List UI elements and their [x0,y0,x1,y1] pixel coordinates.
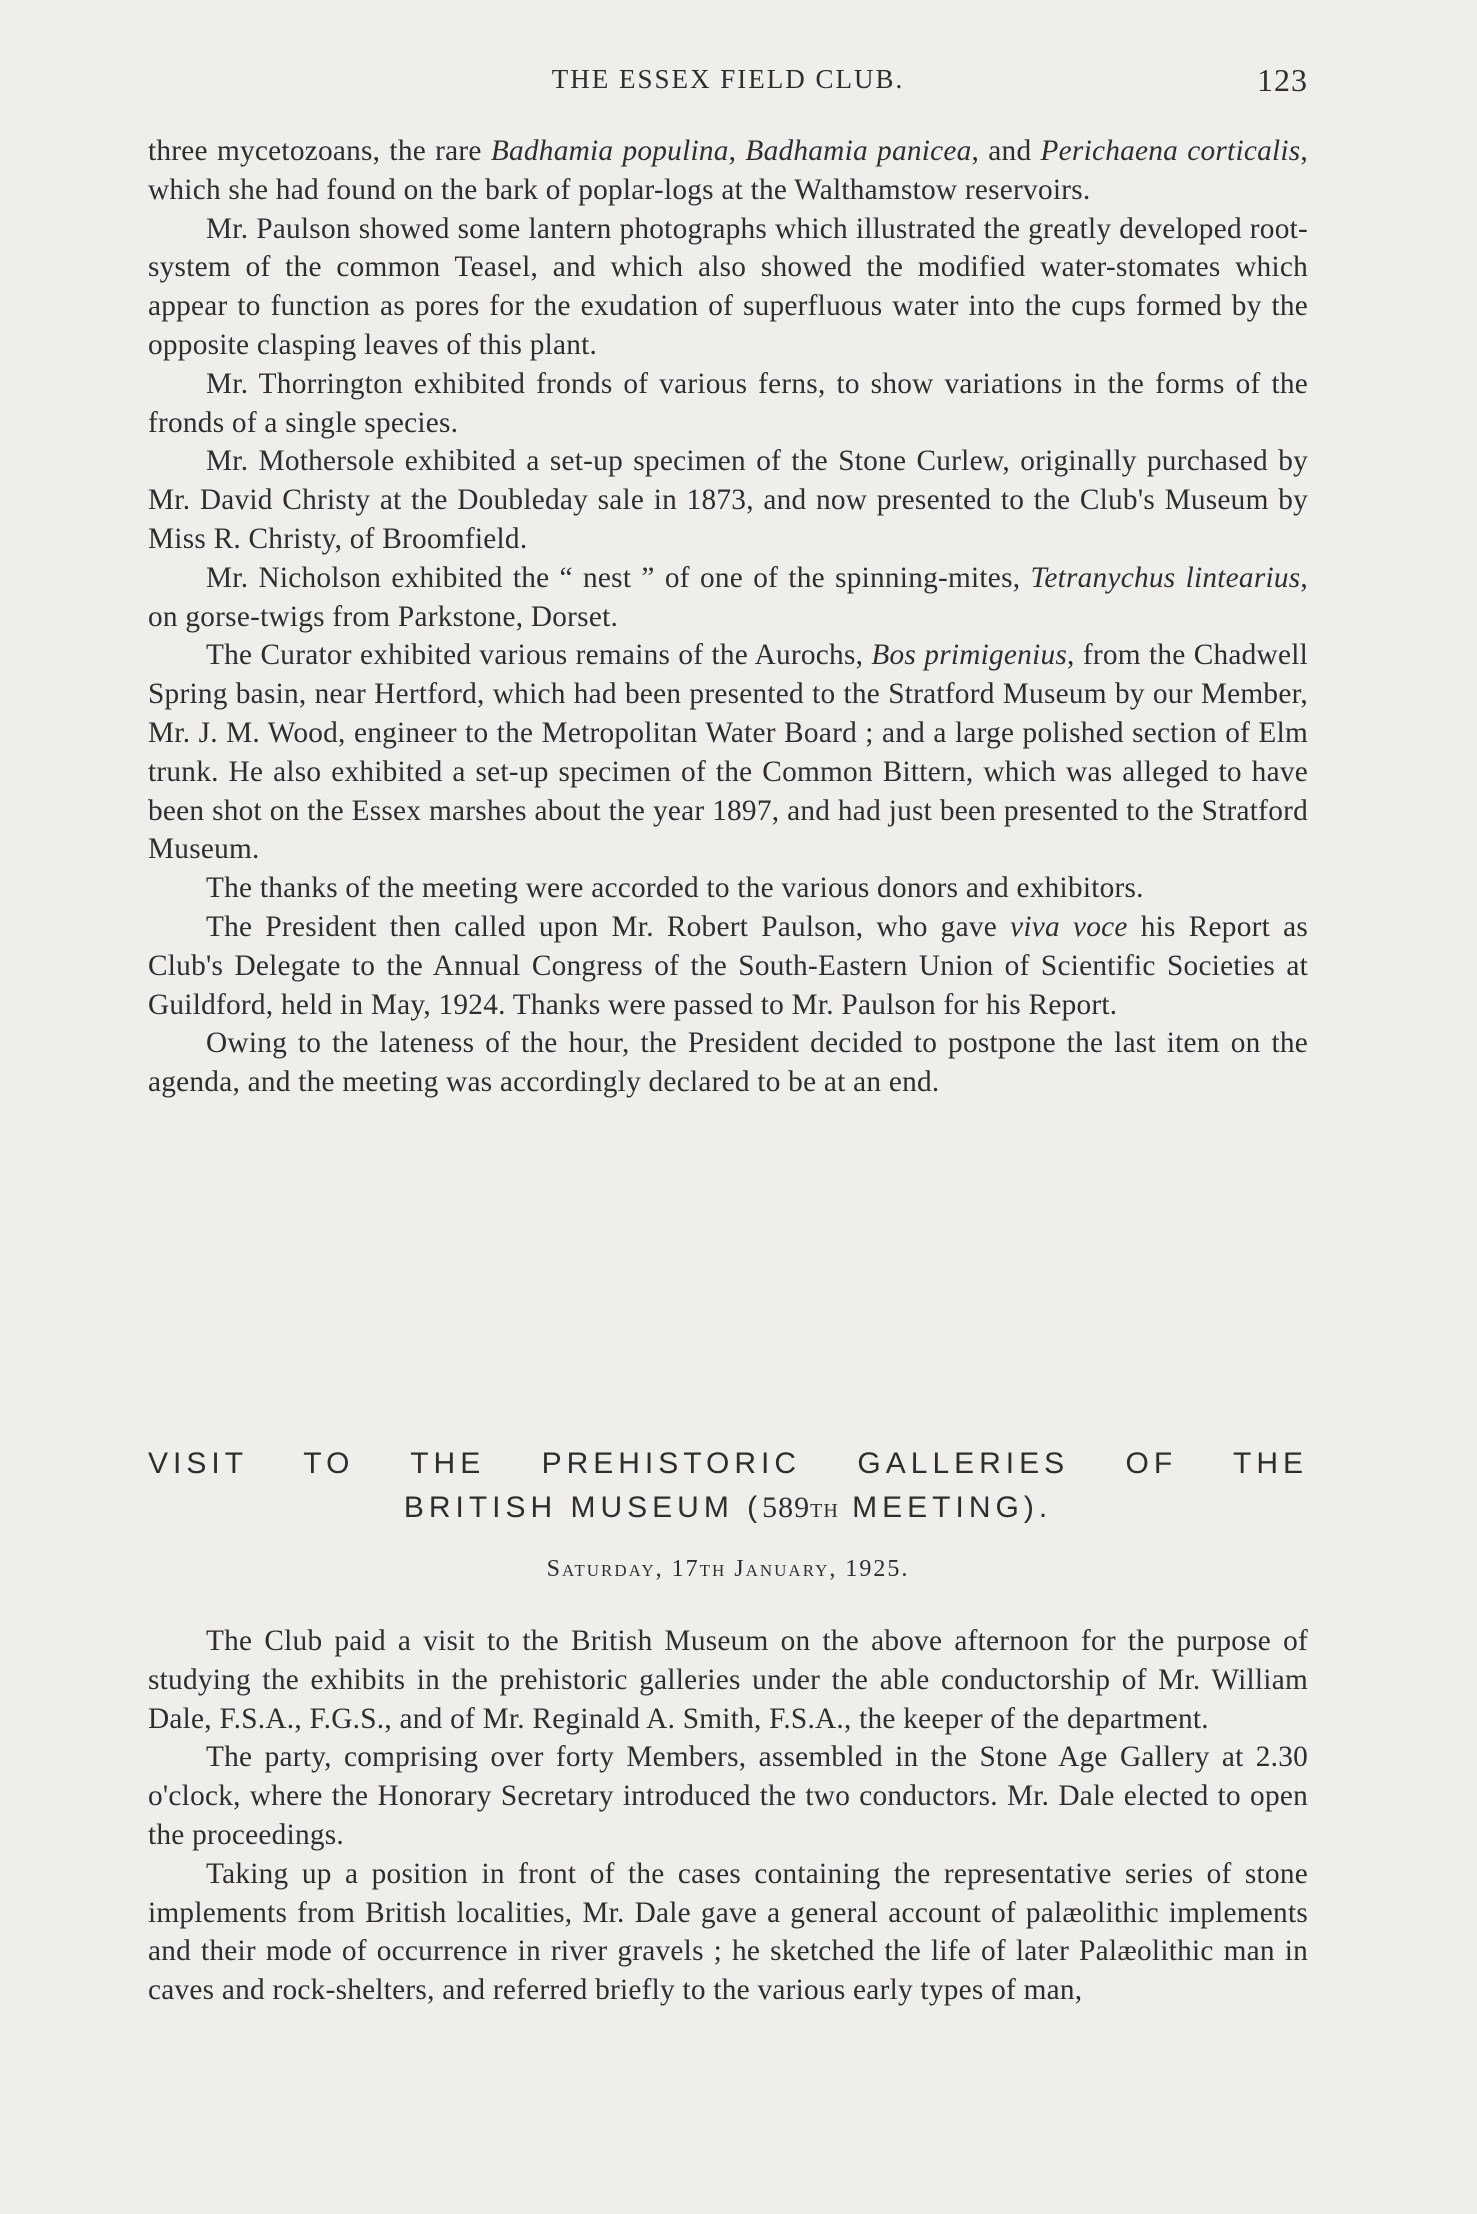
paragraph-text: Mr. Paulson showed some lantern photographs which illustrated the greatly developed root-system of the common Teasel, and which also showed the modified water-stomates which appear to function as pores for the exudation of superfluous water into the cups formed by the opposite clasping leaves of this plant. [148,212,1308,361]
paragraph-text: , and [971,135,1041,167]
paragraph [148,442,1308,558]
running-head [148,56,1308,106]
visit-report-text [148,1622,1308,2010]
section-heading [148,1442,1308,1533]
italic-term: Bos primigenius [871,639,1068,672]
paragraph [148,1024,1308,1102]
meeting-number [762,1491,839,1524]
section-heading-line-2-start: BRITISH MUSEUM ( [403,1491,763,1524]
paragraph-text: , from the Chadwell Spring basin, near Hertford, which had been presented to the Stratford Museum by our Member, Mr. J. M. Wood, engineer to the Metropolitan Water Board ; and a large polished section of Elm trunk. He also exhibited a set-up specimen of the Common Bittern, which was alleged to have been shot on the Essex marshes about the year 1897, and had just been presented to the Stratford Museum. [148,639,1309,866]
paragraph-text: The Curator exhibited various remains of the Aurochs, [206,639,872,672]
running-title: THE ESSEX FIELD CLUB. [551,64,905,94]
paragraph-text: Owing to the lateness of the hour, the President decided to postpone the last item on the agenda, and the meeting was accordingly declared to be at an end. [148,1027,1308,1099]
section-heading-line-2 [148,1486,1308,1533]
paragraph-text: Taking up a position in front of the cases containing the representative series of stone implements from British localities, Mr. Dale gave a general account of palæolithic implements and their mode of occurrence in river gravels ; he sketched the life of later Palæolithic man in caves and rock-shelters, and referred briefly to the various early types of man, [148,1857,1308,2007]
paragraph [148,1738,1308,1854]
paragraph-text: , [728,135,746,167]
paragraph-text: Mr. Thorrington exhibited fronds of various ferns, to show variations in the forms of the fronds of a single species. [148,367,1308,439]
page-number: 123 [1257,62,1308,98]
paragraph-text: , on gorse-twigs from Parkstone, Dorset. [148,561,1308,633]
paragraph [148,365,1308,443]
paragraph-text: three mycetozoans, the rare [148,135,491,167]
italic-term: Badhamia populina [490,135,729,167]
section-heading-line-1: VISIT TO THE PREHISTORIC GALLERIES OF THE [148,1447,1308,1480]
meeting-number-suffix: TH [810,1500,839,1522]
section-date: Saturday, 17th January, 1925. [546,1556,910,1582]
paragraph-text: The party, comprising over forty Members, assembled in the Stone Age Gallery at 2.30 o'clock, where the Honorary Secretary introduced the two conductors. Mr. Dale elected to open the proceedings. [148,1741,1308,1851]
paragraph-text: Mr. Nicholson exhibited the “ nest ” of one of the spinning-mites, [206,561,1031,594]
paragraph [148,1855,1308,2010]
paragraph [148,636,1308,869]
paragraph [148,559,1308,637]
paragraph-text: Mr. Mothersole exhibited a set-up specimen of the Stone Curlew, originally purchased by Mr. David Christy at the Doubleday sale in 1873, and now presented to the Club's Museum by Miss R. Christy, of Broomfield. [148,445,1308,555]
italic-term: Perichaena corticalis [1040,135,1301,167]
paragraph [148,1622,1308,1738]
paragraph [148,869,1308,908]
paragraph [148,908,1308,1024]
meeting-number-value: 589 [762,1491,811,1524]
section-heading-line-2-end: MEETING). [838,1491,1053,1524]
paragraph [148,210,1308,365]
paragraph-text: The Club paid a visit to the British Museum on the above afternoon for the purpose of studying the exhibits in the prehistoric galleries under the able conductorship of Mr. William Dale, F.S.A., F.G.S., and of Mr. Reginald A. Smith, F.S.A., the keeper of the department. [148,1625,1308,1735]
meeting-minutes-text [148,132,1308,1102]
italic-term: Badhamia panicea [745,135,972,167]
paragraph-text: his Report as Club's Delegate to the Annual Congress of the South-Eastern Union of Scientific Societies at Guildford, held in May, 1924. Thanks were passed to Mr. Paulson for his Report. [148,910,1308,1021]
paragraph-text: , which she had found on the bark of poplar-logs at the Walthamstow reservoirs. [148,135,1308,206]
paragraph-text: The thanks of the meeting were accorded to the various donors and exhibitors. [206,872,1144,905]
italic-term: viva voce [1010,910,1128,943]
paragraph [148,132,1308,210]
paragraph-text: The President then called upon Mr. Robert Paulson, who gave [206,910,1011,943]
italic-term: Tetranychus lintearius [1030,561,1301,594]
